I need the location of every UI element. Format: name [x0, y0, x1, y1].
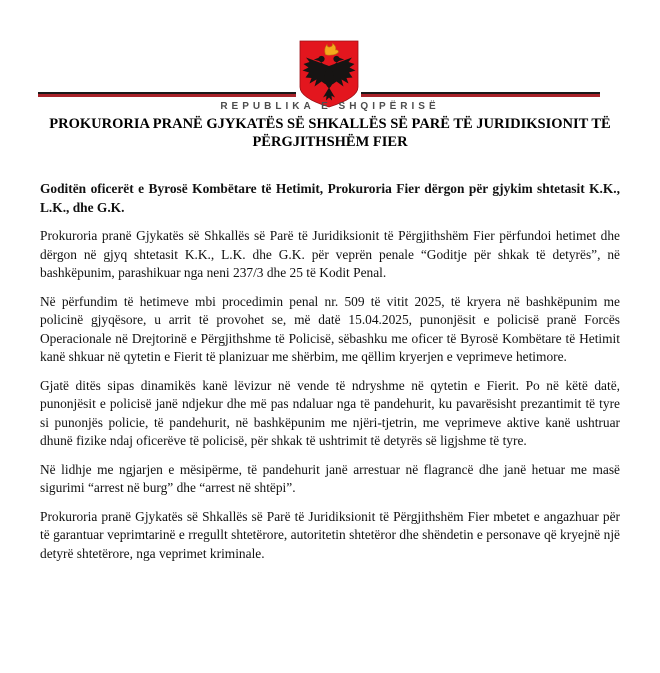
header-rule-right — [361, 92, 600, 97]
article-lead: Goditën oficerët e Byrosë Kombëtare të Hetimit, Prokuroria Fier dërgon për gjykim shtetasit K.K., L.K., dhe G.K. — [40, 181, 620, 215]
article-paragraph: Prokuroria pranë Gjykatës së Shkallës së Parë të Juridiksionit të Përgjithshëm Fier përfundoi hetimet dhe dërgon në gjyq shtetasit K.K., L.K. dhe G.K. për veprën penale “Goditje për shkak të detyrës”, në bashkëpunim, parashikuar nga neni 237/3 dhe 25 të Kodit Penal. — [40, 228, 620, 280]
article-paragraph: Gjatë ditës sipas dinamikës kanë lëvizur në vende të ndryshme në qytetin e Fierit. Po në këtë datë, punonjësit e policisë janë ndjekur dhe më pas ndaluar nga të pandehurit, ku pavarësisht prezantimit të tyre si punonjës policie, të pandehurit, në bashkëpunim me njëri-tjetrin, me veprimeve aktive kanë ushtruar dhunë fizike ndaj oficerëve të policisë, për shkak të ushtrimit të detyrës së ligjshme të tyre. — [40, 377, 620, 448]
article-paragraph: Në përfundim të hetimeve mbi procedimin penal nr. 509 të vitit 2025, të kryera në bashkëpunim me policinë gjyqësore, u arrit të provohet se, më datë 15.04.2025, punonjësit e policisë pranë Forcës Operacionale në Drejtorinë e Përgjithshme të Policisë, sëbashku me oficer të Byrosë Kombëtare të Hetimit kanë shkuar në qytetin e Fierit të planizuar me shërbim, me qëllim kryerjen e veprimeve hetimore. — [40, 293, 620, 364]
albania-coat-of-arms-icon — [297, 40, 361, 108]
article-body — [40, 180, 620, 573]
institution-title: PROKURORIA PRANË GJYKATËS SË SHKALLËS SË PARË TË JURIDIKSIONIT TË PËRGJITHSHËM FIER — [49, 116, 611, 150]
article-paragraph: Në lidhje me ngjarjen e mësipërme, të pandehurit janë arrestuar në flagrancë dhe janë hetuar me masë sigurimi “arrest në burg” dhe “arrest në shtëpi”. — [40, 461, 620, 495]
republic-label: REPUBLIKA E SHQIPËRISË — [220, 101, 440, 112]
article-paragraph: Prokuroria pranë Gjykatës së Shkallës së Parë të Juridiksionit të Përgjithshëm Fier mbetet e angazhuar për të garantuar veprimtarinë e rregullt shtetërore, autoritetin shtetëror dhe shëndetin e personave që kryejnë një detyrë shtetërore, nga veprimet kriminale. — [40, 508, 620, 561]
header-rule-left — [38, 92, 296, 97]
